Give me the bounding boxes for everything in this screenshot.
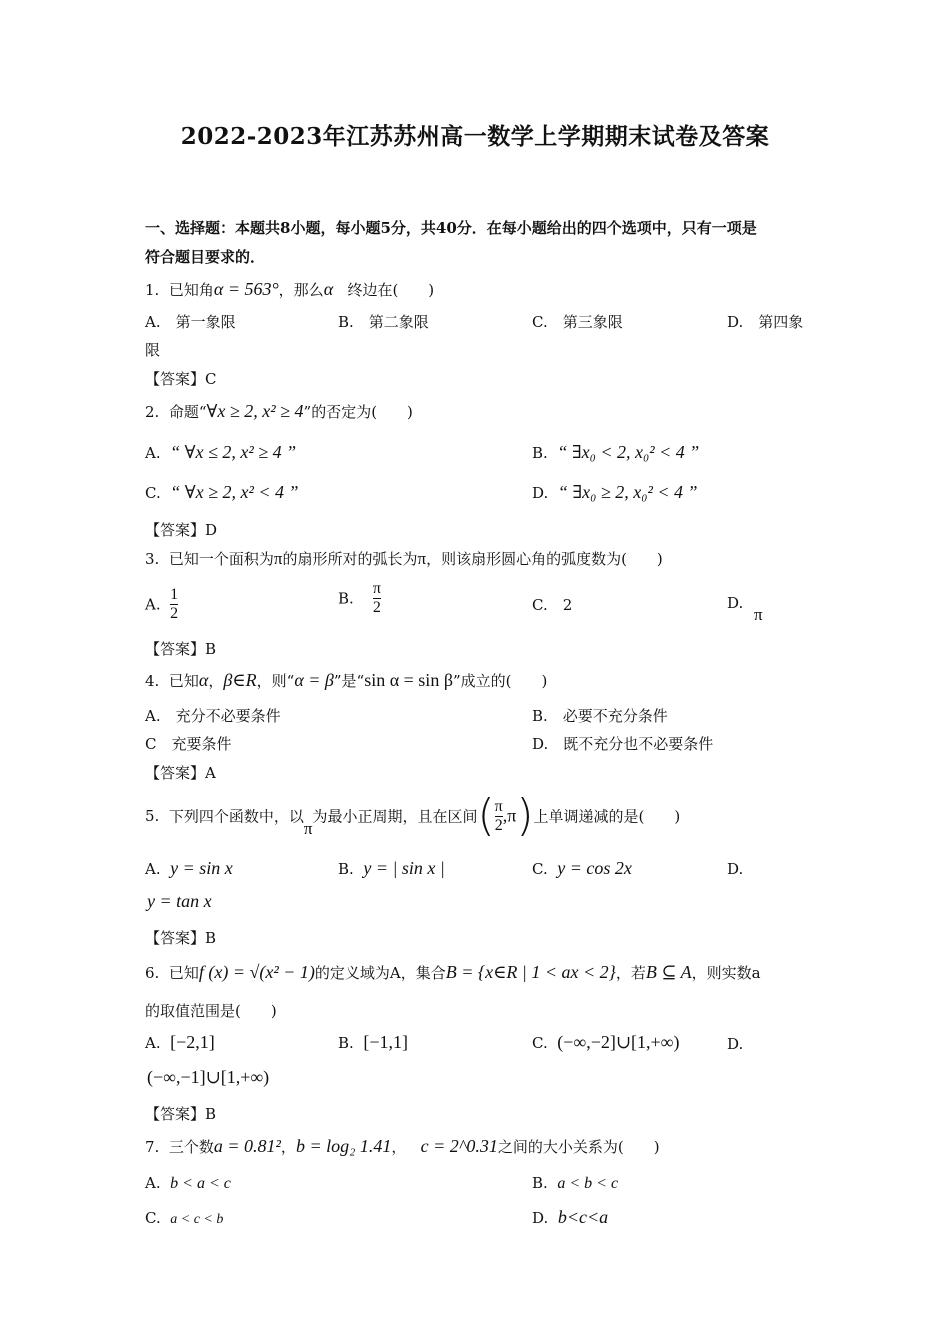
question-number: 7.: [145, 1138, 160, 1156]
option-d: D. 第四象: [727, 313, 804, 331]
option-c: C. y = cos 2x: [532, 858, 632, 878]
option-d-label: D.: [727, 594, 744, 612]
option-a: A. b < a < c: [145, 1174, 231, 1192]
answer-1: 【答案】C: [145, 370, 217, 388]
question-7: 7. 三个数a = 0.81²，b = log₂ 1.41， c = 2^0.31之间的大小关系为( ): [145, 1136, 660, 1156]
math-expression: ∀x ≥ 2, x² ≥ 4: [206, 401, 304, 421]
question-6-line2: 的取值范围是( ): [145, 1002, 277, 1020]
option-a: A. y = sin x: [145, 858, 233, 878]
question-number: 5.: [145, 807, 160, 825]
question-number: 2.: [145, 403, 160, 421]
page-title: 2022-2023年江苏苏州高一数学上学期期末试卷及答案: [180, 123, 770, 150]
option-c: C. (−∞,−2]∪[1,+∞): [532, 1032, 680, 1052]
option-b: B. y = | sin x |: [338, 858, 445, 878]
question-1: 1. 已知角α = 563°，那么α 终边在( ): [145, 279, 435, 299]
question-4: 4. 已知α，β∈R，则“α = β”是“sin α = sin β”成立的( ): [145, 670, 548, 690]
option-b: B. $\frac{\pi}{2}$: [338, 580, 381, 616]
question-number: 3.: [145, 550, 160, 568]
option-b: B. a < b < c: [532, 1174, 619, 1192]
option-b: B. “ ∃x₀ < 2, x₀² < 4 ”: [532, 442, 700, 462]
option-d-wrap: 限: [145, 341, 161, 359]
section-heading-line1: 一、选择题：本题共8小题，每小题5分，共40分．在每小题给出的四个选项中，只有一项是: [145, 219, 757, 237]
option-a: A. 第一象限: [145, 313, 236, 331]
option-d: π: [754, 605, 763, 624]
question-number: 6.: [145, 964, 160, 982]
option-d: D. b<c<a: [532, 1207, 609, 1227]
option-c: C. “ ∀x ≥ 2, x² < 4 ”: [145, 482, 299, 502]
option-b: B. 第二象限: [338, 313, 429, 331]
option-d: D. “ ∃x₀ ≥ 2, x₀² < 4 ”: [532, 482, 698, 502]
option-b: B. 必要不充分条件: [532, 707, 668, 725]
option-c: C. 第三象限: [532, 313, 623, 331]
option-d-label: D.: [727, 860, 744, 878]
option-d: D. 既不充分也不必要条件: [532, 735, 714, 753]
fraction: $\frac{1}{2}$: [170, 586, 179, 622]
question-number: 1.: [145, 281, 160, 299]
question-2: 2. 命题“∀x ≥ 2, x² ≥ 4”的否定为( ): [145, 401, 413, 421]
option-c: C. 2: [532, 596, 573, 614]
option-a: A. “ ∀x ≤ 2, x² ≥ 4 ”: [145, 442, 297, 462]
option-d: y = tan x: [147, 891, 212, 911]
answer-3: 【答案】B: [145, 640, 217, 658]
option-c: C 充要条件: [145, 735, 232, 753]
section-heading-line2: 符合题目要求的．: [145, 248, 266, 266]
answer-4: 【答案】A: [145, 764, 216, 782]
answer-5: 【答案】B: [145, 929, 217, 947]
option-c: C. a < c < b: [145, 1209, 224, 1227]
answer-6: 【答案】B: [145, 1105, 217, 1123]
option-d: (−∞,−1]∪[1,+∞): [147, 1067, 270, 1087]
option-a: A. $\frac{1}{2}$: [145, 586, 179, 622]
fraction: $\frac{\pi}{2}$: [494, 797, 503, 834]
option-d-label: D.: [727, 1035, 744, 1053]
answer-2: 【答案】D: [145, 521, 218, 539]
question-number: 4.: [145, 672, 160, 690]
fraction: $\frac{\pi}{2}$: [372, 580, 381, 616]
question-6: 6. 已知f (x) = √(x² − 1)的定义域为A，集合B = {x∈R | 1 < ax < 2}，若B ⊆ A，则实数a: [145, 962, 761, 982]
option-a: A. [−2,1]: [145, 1032, 215, 1052]
math-expression: α = 563°: [213, 279, 279, 299]
option-b: B. [−1,1]: [338, 1032, 408, 1052]
option-a: A. 充分不必要条件: [145, 707, 281, 725]
question-3: 3. 已知一个面积为π的扇形所对的弧长为π，则该扇形圆心角的弧度数为( ): [145, 549, 663, 568]
question-5: 5. 下列四个函数中，以π为最小正周期，且在区间( $\frac{\pi}{2}$ ,π)上单调递减的是( ): [145, 790, 681, 841]
